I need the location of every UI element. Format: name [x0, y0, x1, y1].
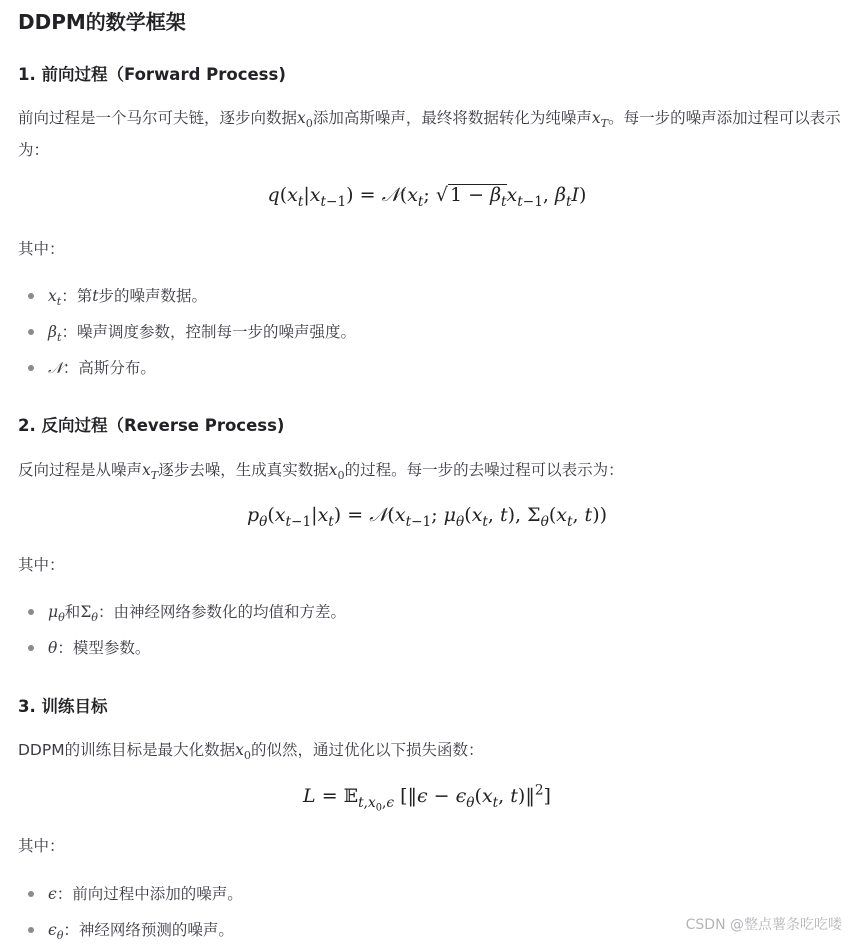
training-symbol-list — [28, 876, 243, 948]
forward-symbol-list — [28, 278, 356, 386]
list-item: $x_t$：第t步的噪声数据。 — [28, 278, 356, 314]
section-heading-forward: 1. 前向过程（Forward Process) — [18, 65, 286, 84]
forward-paragraph: 前向过程是一个马尔可夫链，逐步向数据$x_0$添加高斯噪声，最终将数据转化为纯噪声$x_T$。每一步的噪声添加过程可以表示为： — [18, 109, 841, 159]
section-heading-training: 3. 训练目标 — [18, 697, 108, 716]
list-item: θ：模型参数。 — [28, 630, 346, 666]
list-item: 𝒩：高斯分布。 — [28, 350, 356, 386]
reverse-where-label: 其中： — [18, 556, 65, 574]
list-item: $\beta_t$：噪声调度参数，控制每一步的噪声强度。 — [28, 314, 356, 350]
reverse-symbol-list — [28, 594, 346, 666]
forward-equation: $q(x_t|x_{t-1})$ = $𝒩(x_t$; √ $1 - \beta_tx_{t-1}$, $\beta_tI$) — [267, 184, 587, 210]
reverse-equation: $p_\theta(x_{t-1}|x_t)$ = $𝒩(x_{t-1}$; $\mu_\theta(x_t$, t), $\Sigma_\theta(x_t$, t)) — [246, 504, 608, 530]
list-item: $\epsilon_\theta$：神经网络预测的噪声。 — [28, 912, 243, 948]
reverse-paragraph: 反向过程是从噪声$x_T$逐步去噪，生成真实数据$x_0$的过程。每一步的去噪过程可以表示为： — [18, 461, 624, 483]
training-where-label: 其中： — [18, 837, 65, 855]
watermark: CSDN @整点薯条吃吃喽 — [685, 917, 842, 933]
forward-where-label: 其中： — [18, 240, 65, 258]
page-title: DDPM的数学框架 — [18, 10, 186, 34]
list-item: $\mu_\theta$和$\Sigma_\theta$：由神经网络参数化的均值和方差。 — [28, 594, 346, 630]
list-item: ϵ：前向过程中添加的噪声。 — [28, 876, 243, 912]
training-paragraph: DDPM的训练目标是最大化数据$x_0$的似然，通过优化以下损失函数： — [18, 741, 484, 763]
section-heading-reverse: 2. 反向过程（Reverse Process) — [18, 416, 285, 435]
loss-equation: L = 𝔼$_{t,x_0,\epsilon}$ [‖ϵ − $\epsilon_\theta(x_t$, t)‖$^2$] — [303, 782, 551, 814]
